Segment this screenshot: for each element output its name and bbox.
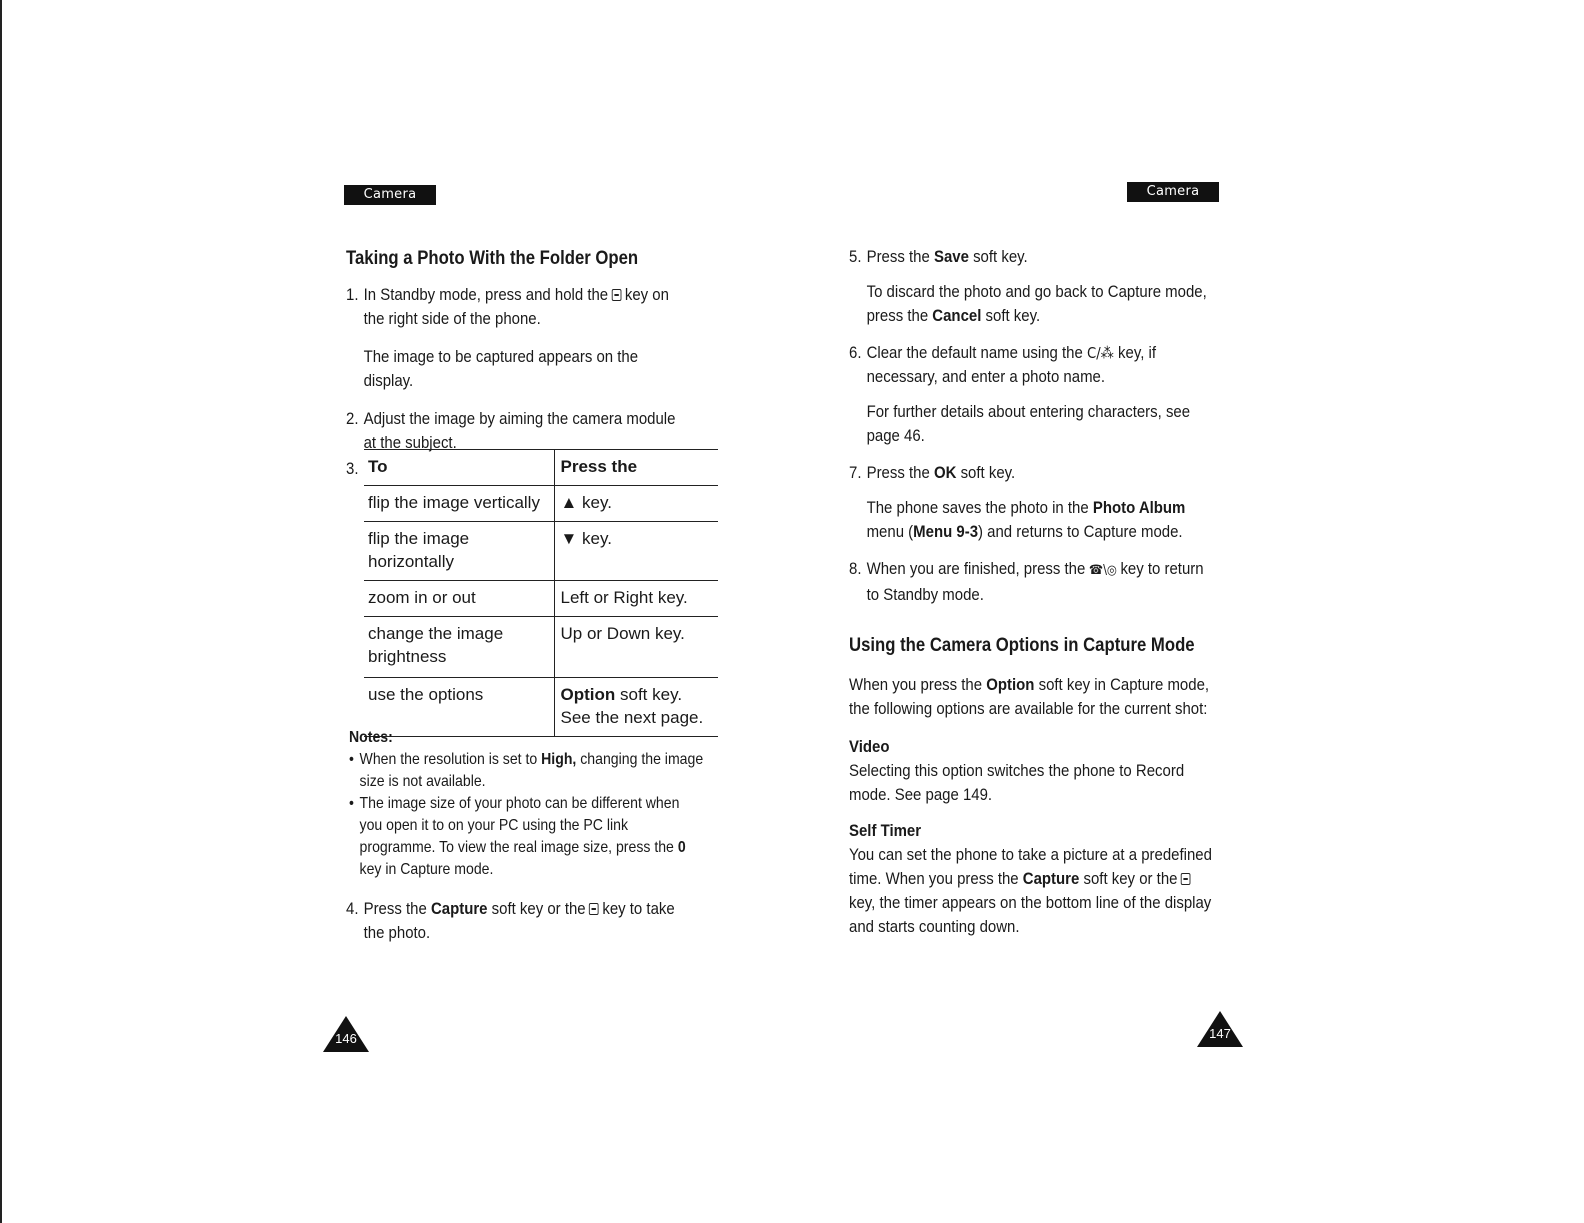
table-row: zoom in or out Left or Right key. bbox=[364, 581, 718, 617]
notes-block bbox=[349, 727, 705, 881]
section-title: Taking a Photo With the Folder Open bbox=[346, 248, 639, 269]
step-1: 1. In Standby mode, press and hold the key on the right side of the phone. bbox=[346, 285, 669, 328]
section-title-2: Using the Camera Options in Capture Mode bbox=[849, 635, 1195, 656]
camera-key-icon bbox=[589, 903, 599, 915]
end-key-icon: ☎\◎ bbox=[1088, 563, 1117, 578]
page-number-triangle-left bbox=[323, 1016, 369, 1052]
page-number-triangle-right bbox=[1197, 1011, 1243, 1047]
step-4-block bbox=[346, 897, 694, 945]
step-7: 7. Press the OK soft key. bbox=[849, 463, 1016, 482]
options-intro: When you press the Option soft key in Capture mode, the following options are available for the current shot: bbox=[849, 675, 1210, 718]
video-heading: Video bbox=[849, 737, 890, 756]
action-table bbox=[364, 449, 718, 737]
step-6-note: For further details about entering characters, see page 46. bbox=[866, 402, 1191, 445]
camera-key-icon bbox=[1181, 873, 1191, 885]
left-page bbox=[346, 247, 680, 455]
notes-title: Notes: bbox=[349, 729, 393, 746]
page-number: 146 bbox=[335, 1031, 357, 1046]
step-2: 2. Adjust the image by aiming the camera module at the subject. bbox=[346, 409, 676, 452]
page-number: 147 bbox=[1209, 1026, 1231, 1041]
section-tag-right: Camera bbox=[1127, 182, 1219, 202]
video-text: Selecting this option switches the phone to Record mode. See page 149. bbox=[849, 761, 1185, 804]
self-timer-text: You can set the phone to take a picture at a predefined time. When you press the Capture soft key or thekey, the timer appears on the bottom line of the display and starts counting down. bbox=[849, 845, 1212, 936]
table-header-to: To bbox=[364, 450, 554, 486]
section-tag-left: Camera bbox=[344, 185, 436, 205]
scan-edge-rule bbox=[0, 0, 2, 1223]
note-item: • When the resolution is set to High, changing the image size is not available. bbox=[349, 749, 705, 793]
camera-key-icon bbox=[612, 289, 622, 301]
step-6: 6. Clear the default name using the C/⁂ key, if necessary, and enter a photo name. bbox=[849, 343, 1156, 386]
step-5: 5. Press the Save soft key. bbox=[849, 247, 1028, 266]
clear-key-icon: C/⁂ bbox=[1086, 344, 1114, 362]
table-row: change the image brightness Up or Down key. bbox=[364, 617, 718, 678]
table-row: flip the image vertically ▲ key. bbox=[364, 486, 718, 522]
self-timer-heading: Self Timer bbox=[849, 821, 922, 840]
table-row: flip the image horizontally ▼ key. bbox=[364, 522, 718, 581]
step-4: 4. Press the Capture soft key or the key to take the photo. bbox=[346, 899, 675, 942]
table-header-press: Press the bbox=[554, 450, 718, 486]
step-5-note: To discard the photo and go back to Capture mode, press the Cancel soft key. bbox=[866, 282, 1207, 325]
step-8: 8. When you are finished, press the ☎\◎ key to return to Standby mode. bbox=[849, 559, 1204, 604]
step-3-number: 3. bbox=[346, 459, 359, 478]
right-page bbox=[849, 245, 1217, 939]
table-row: use the options Option soft key. See the next page. bbox=[364, 678, 718, 737]
step-1-result: The image to be captured appears on the display. bbox=[363, 347, 639, 390]
note-item: • The image size of your photo can be different when you open it to on your PC using the PC link programme. To view the real image size, press the 0 key in Capture mode. bbox=[349, 793, 705, 881]
step-7-note: The phone saves the photo in the Photo Album menu (Menu 9-3) and returns to Capture mode. bbox=[866, 498, 1186, 541]
table-header-row bbox=[364, 450, 718, 486]
